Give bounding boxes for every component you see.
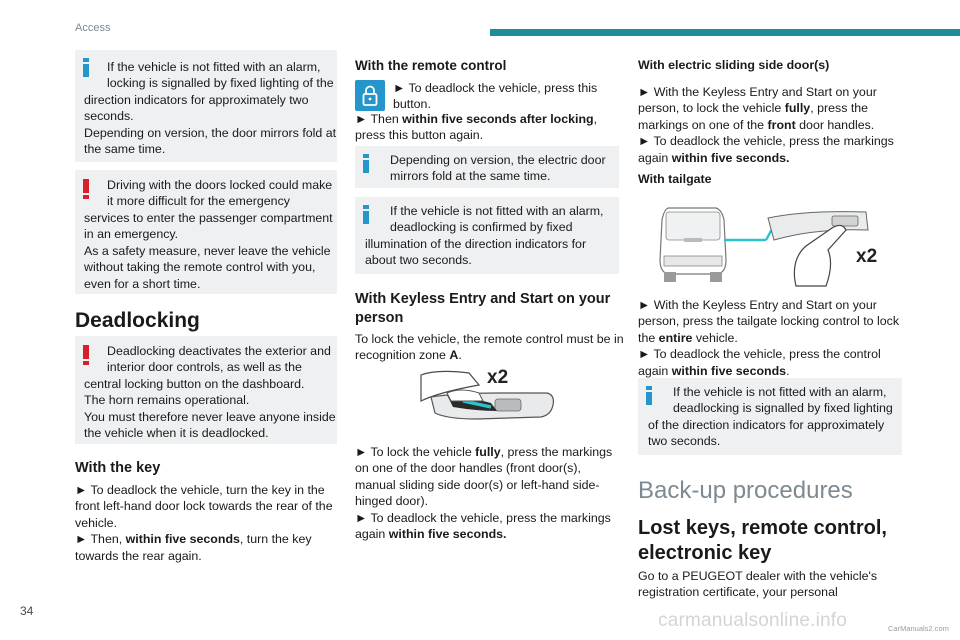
text-line: locking is signalled by fixed lighting of the: [107, 76, 334, 90]
text-run: .: [458, 348, 462, 363]
text-run-bold: within five seconds: [125, 532, 240, 547]
text-run: again: [638, 150, 672, 165]
text-run: door handles.: [795, 117, 875, 132]
text-run-bold: within five seconds.: [671, 150, 790, 165]
info-icon: [363, 154, 369, 173]
heading-line: Lost keys, remote control,: [638, 517, 887, 539]
text-line: on one of the door handles (front door(s),: [355, 461, 581, 476]
text-line: Depending on version, the electric door: [390, 153, 606, 167]
text-run: ► Then: [355, 112, 403, 126]
text-run-bold: entire: [658, 330, 693, 345]
text-run-bold: within five seconds after locking: [402, 112, 594, 126]
text-line: ► With the Keyless Entry and Start on your: [638, 298, 877, 312]
sliding-door-text: [638, 84, 894, 166]
text-line: without taking the remote control with you,: [84, 260, 316, 274]
text-run: , turn the key: [239, 532, 312, 547]
tailgate-text: [638, 297, 899, 379]
text-line: vehicle.: [75, 515, 118, 530]
text-run: the: [638, 330, 659, 345]
info-note-alarm: [75, 50, 337, 162]
text-line: [638, 117, 894, 133]
text-line: hinged door).: [355, 494, 429, 509]
text-line: seconds.: [84, 109, 134, 123]
text-line: the same time.: [84, 142, 166, 156]
text-line: [355, 526, 612, 542]
text-line: button.: [393, 97, 431, 112]
text-run-bold: within five seconds.: [388, 527, 507, 542]
text-line: To lock the vehicle, the remote control must be in: [355, 332, 624, 346]
remote-control-heading: With the remote control: [355, 58, 507, 73]
text-run: .: [786, 363, 790, 378]
text-line: direction indicators for approximately two: [84, 93, 309, 107]
text-run: person, to lock the vehicle: [638, 101, 785, 116]
text-line: two seconds.: [648, 434, 721, 448]
text-line: about two seconds.: [365, 253, 472, 267]
text-line: interior door controls, as well as the: [107, 360, 302, 374]
watermark-small: CarManuals2.com: [888, 624, 949, 633]
text-line: ► With the Keyless Entry and Start on your: [638, 85, 877, 99]
text-run: markings on one of the: [638, 117, 768, 132]
door-handle-illustration: [417, 367, 557, 427]
text-line: it more difficult for the emergency: [107, 194, 290, 208]
text-run: ► To lock the vehicle: [355, 445, 476, 459]
text-line: person, press the tailgate locking control to lock: [638, 314, 900, 329]
text-line: [638, 150, 894, 166]
text-line: [638, 330, 899, 346]
tailgate-heading: With tailgate: [638, 172, 712, 186]
text-line: registration certificate, your personal: [638, 585, 838, 600]
sliding-door-heading: With electric sliding side door(s): [638, 58, 830, 72]
with-the-key-heading: With the key: [75, 460, 161, 476]
text-line: [355, 444, 612, 460]
text-line: in an emergency.: [84, 227, 179, 241]
info-note-tailgate-alarm: [638, 378, 902, 455]
text-line: towards the rear again.: [75, 548, 202, 563]
text-line: You must therefore never leave anyone inside: [84, 410, 336, 424]
keyless-text: [355, 444, 612, 542]
text-run: again: [638, 363, 672, 378]
text-line: [638, 363, 899, 379]
text-line: mirrors fold at the same time.: [390, 169, 551, 183]
text-line: of the direction indicators for approximately: [648, 418, 885, 432]
remote-control-text: [393, 80, 597, 113]
text-line: As a safety measure, never leave the vehicle: [84, 244, 331, 258]
info-icon: [363, 205, 369, 224]
text-line: services to enter the passenger compartment: [84, 211, 333, 225]
text-run: , press the markings: [500, 445, 613, 459]
lock-icon: [355, 80, 385, 111]
text-run: ,: [593, 112, 598, 126]
text-line: illumination of the direction indicators for: [365, 237, 587, 251]
warning-note-doors-locked: [75, 170, 337, 294]
info-note-deadlocking-confirmed: [355, 197, 619, 274]
text-run: again: [355, 527, 389, 542]
text-run: recognition zone: [355, 348, 450, 363]
heading-line: electronic key: [638, 542, 772, 564]
text-run-bold: fully: [784, 101, 811, 116]
info-icon: [646, 386, 652, 405]
text-line: manual sliding side door(s) or left-hand side-: [355, 477, 600, 492]
with-the-key-text: [75, 482, 333, 564]
text-line: front left-hand door lock towards the rear of the: [75, 499, 333, 514]
text-run: ► Then,: [75, 532, 126, 547]
heading-line: With Keyless Entry and Start on your: [355, 291, 611, 307]
text-line: Deadlocking deactivates the exterior and: [107, 344, 331, 358]
backup-procedures-heading: Back-up procedures: [638, 477, 853, 504]
keyless-entry-heading: [355, 290, 610, 328]
text-line: ► To deadlock the vehicle, press the markings: [355, 510, 611, 525]
text-line: [75, 531, 333, 547]
text-line: the vehicle when it is deadlocked.: [84, 426, 269, 440]
text-run-bold: front: [767, 117, 796, 132]
warning-icon: [83, 345, 89, 365]
lost-keys-heading: [638, 516, 887, 566]
heading-line: person: [355, 310, 404, 326]
text-line: ► To deadlock the vehicle, turn the key in the: [75, 483, 325, 497]
zone-letter: A: [449, 348, 459, 363]
text-line: ► To deadlock the vehicle, press the markings: [638, 134, 894, 149]
text-line: ► To deadlock the vehicle, press the control: [638, 347, 881, 362]
text-line: The horn remains operational.: [84, 393, 250, 407]
warning-note-deadlocking: [75, 336, 337, 444]
text-line: If the vehicle is not fitted with an alarm,: [673, 385, 887, 399]
warning-icon: [83, 179, 89, 199]
text-line: [355, 347, 624, 363]
keyless-intro-text: [355, 331, 624, 364]
text-line: Driving with the doors locked could make: [107, 178, 333, 192]
text-line: Go to a PEUGEOT dealer with the vehicle's: [638, 569, 878, 583]
x2-label: x2: [487, 367, 509, 388]
section-title: Access: [75, 22, 111, 34]
tailgate-illustration: [656, 200, 886, 290]
text-line: central locking button on the dashboard.: [84, 377, 305, 391]
text-line: [355, 111, 597, 127]
text-run-bold: fully: [475, 445, 501, 459]
text-line: If the vehicle is not fitted with an alarm,: [107, 60, 321, 74]
text-line: deadlocking is signalled by fixed lighting: [673, 401, 893, 415]
text-run: , press the: [810, 101, 869, 116]
text-line: ► To deadlock the vehicle, press this: [393, 81, 598, 95]
text-line: press this button again.: [355, 128, 484, 143]
text-line: deadlocking is confirmed by fixed: [390, 220, 573, 234]
info-icon: [83, 58, 89, 77]
remote-control-text-2: [355, 111, 597, 144]
text-run: vehicle.: [692, 330, 738, 345]
deadlocking-heading: Deadlocking: [75, 309, 200, 332]
text-line: If the vehicle is not fitted with an alarm,: [390, 204, 604, 218]
watermark: carmanualsonline.info: [658, 610, 848, 631]
text-line: [638, 100, 894, 116]
text-line: Depending on version, the door mirrors fold at: [84, 126, 337, 140]
text-run-bold: within five seconds: [671, 363, 787, 378]
header-accent-bar: [490, 29, 960, 36]
lost-keys-text: [638, 568, 877, 601]
text-line: even for a short time.: [84, 277, 201, 291]
x2-label: x2: [856, 246, 878, 267]
page-number: 34: [20, 604, 34, 618]
info-note-mirrors: [355, 146, 619, 188]
